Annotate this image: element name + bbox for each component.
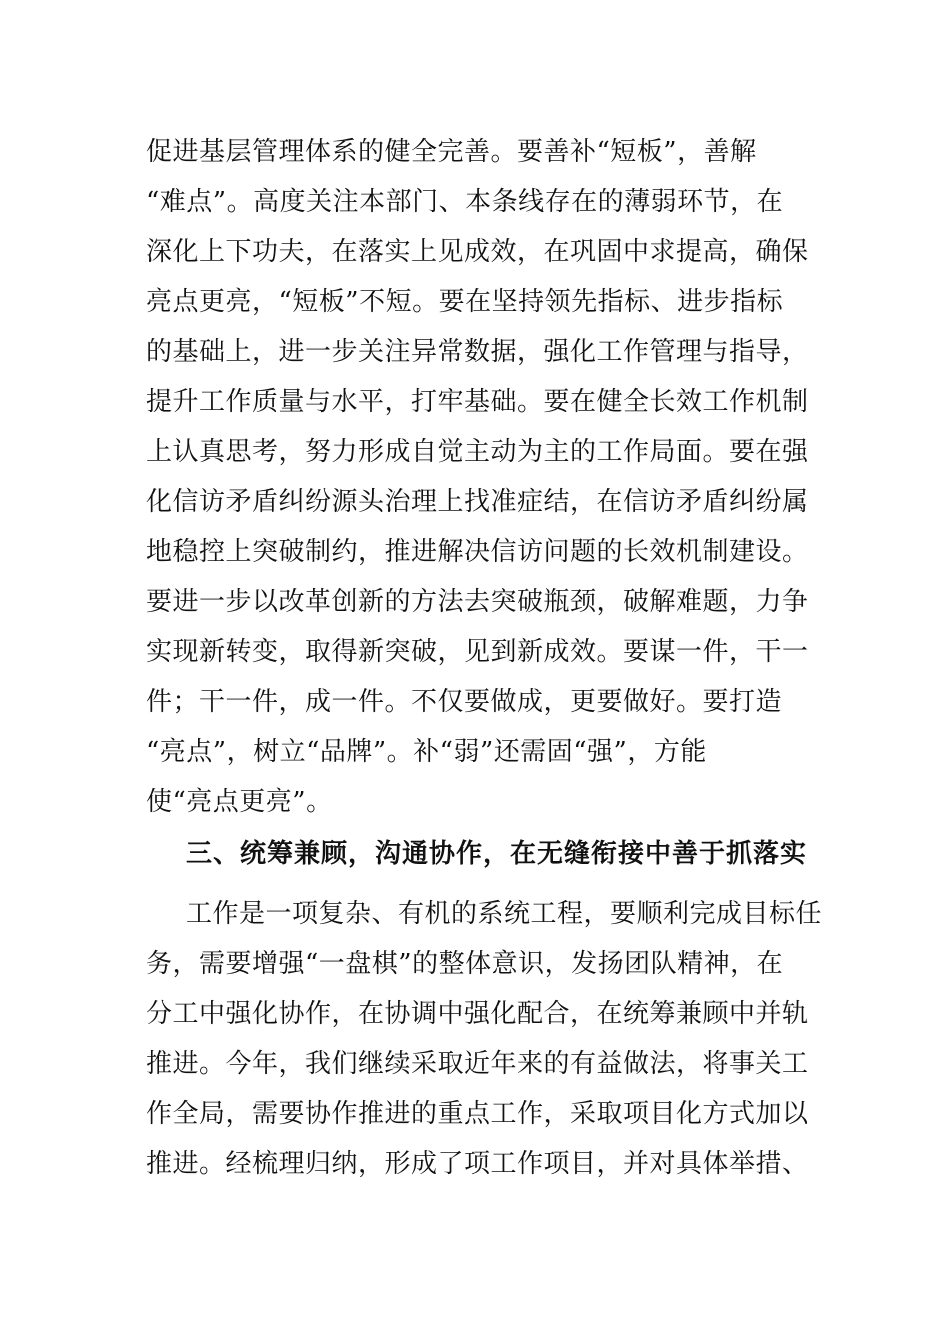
paragraph-1-line-12: 件；干一件，成一件。不仅要做成，更要做好。要打造 (146, 687, 783, 717)
paragraph-2-line-4: 推进。今年，我们继续采取近年来的有益做法，将事关工 (146, 1049, 809, 1079)
paragraph-2-line-3: 分工中强化协作，在协调中强化配合，在统筹兼顾中并轨 (146, 999, 809, 1029)
paragraph-1-line-4: 亮点更亮，“短板”不短。要在坚持领先指标、进步指标 (146, 287, 784, 317)
paragraph-1-line-11: 实现新转变，取得新突破，见到新成效。要谋一件，干一 (146, 637, 809, 667)
paragraph-1-line-8: 化信访矛盾纠纷源头治理上找准症结，在信访矛盾纠纷属 (146, 487, 809, 517)
paragraph-2-line-6: 推进。经梳理归纳，形成了项工作项目，并对具体举措、 (146, 1149, 809, 1179)
paragraph-2-line-5: 作全局，需要协作推进的重点工作，采取项目化方式加以 (146, 1099, 809, 1129)
paragraph-1-line-2: “难点”。高度关注本部门、本条线存在的薄弱环节，在 (146, 187, 784, 217)
paragraph-1-line-9: 地稳控上突破制约，推进解决信访问题的长效机制建设。 (146, 537, 809, 567)
paragraph-2-line-2: 务，需要增强“一盘棋”的整体意识，发扬团队精神，在 (146, 949, 784, 979)
paragraph-1-line-7: 上认真思考，努力形成自觉主动为主的工作局面。要在强 (146, 437, 809, 467)
paragraph-1-line-6: 提升工作质量与水平，打牢基础。要在健全长效工作机制 (146, 387, 809, 417)
paragraph-1-line-10: 要进一步以改革创新的方法去突破瓶颈，破解难题，力争 (146, 587, 809, 617)
section-heading: 三、统筹兼顾，沟通协作，在无缝衔接中善于抓落实 (186, 839, 808, 869)
paragraph-2-line-1: 工作是一项复杂、有机的系统工程，要顺利完成目标任 (186, 899, 823, 929)
paragraph-1-line-5: 的基础上，进一步关注异常数据，强化工作管理与指导， (146, 337, 809, 367)
paragraph-1-line-3: 深化上下功夫，在落实上见成效，在巩固中求提高，确保 (146, 237, 809, 267)
paragraph-1-line-1: 促进基层管理体系的健全完善。要善补“短板”，善解 (146, 137, 757, 167)
paragraph-1-line-13: “亮点”，树立“品牌”。补“弱”还需固“强”，方能 (146, 737, 707, 767)
paragraph-1-line-14: 使“亮点更亮”。 (146, 787, 333, 817)
